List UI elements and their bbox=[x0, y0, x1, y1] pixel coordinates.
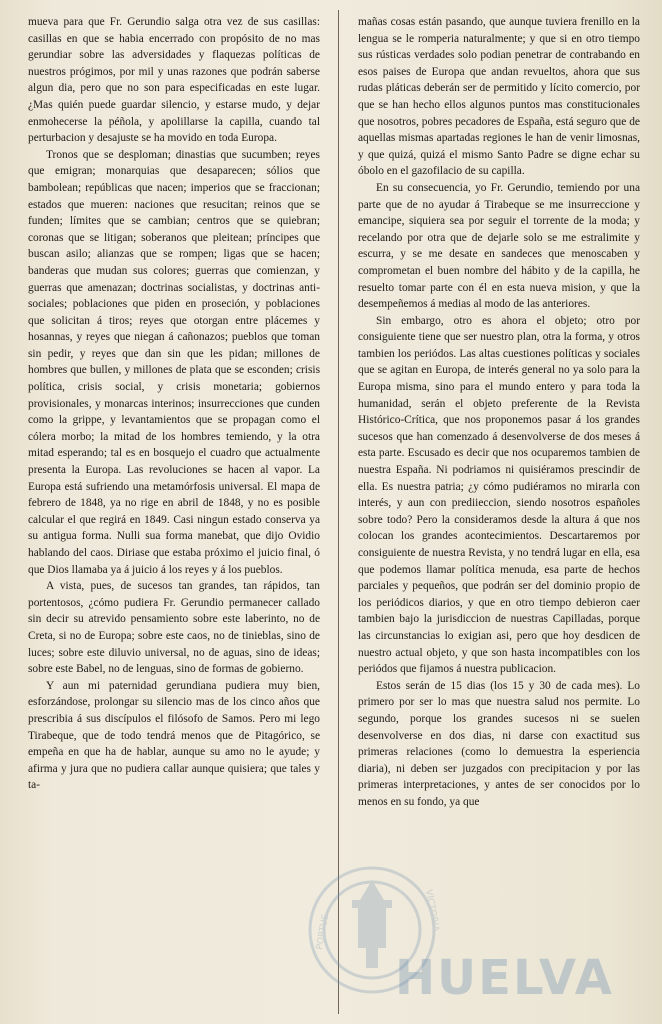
paragraph: Tronos que se desploman; dinastias que sucumben; reyes que emigran; monarquias que desaparecen; sólios que bambolean; repúblicas que nacen; imperios que se fraccionan; estados que mueren: naciones que resucitan; reinos que se funden; límites que se cambian; centros que se quiebran; coronas que se litigan; soberanos que pleitean; príncipes que buscan asilo; alianzas que se rompen; ligas que se hacen; banderas que mudan sus colores; guerras que comienzan, y guerras que amenazan; doctrinas socialistas, y doctrinas anti-sociales; poblaciones que piden en proseción, y poblaciones que solicitan á tiros; reyes que otorgan entre plácemes y hosannas, y reyes que niegan á cañonazos; pueblos que toman sin pedir, y reyes que dan sin que les pidan; millones de hombres que bullen, y millones de plata que se esconden; crisis política, crisis social, y crisis monetaria; gobiernos provisionales, y monarcas interinos; insurrecciones que cunden como la grippe, y levantamientos que se propagan como el cólera morbo; la mitad de los hombres temiendo, y la otra mitad esperando; tal es en bosquejo el cuadro que actualmente presenta la Europa. Las revoluciones se hacen al vapor. La Europa está sufriendo una metamórfosis universal. El mapa de febrero de 1848, ya no rige en abril de 1848, y no es posible calcular el que regirá en 1849. Casi ningun estado conserva ya su antigua forma. Nulli sua forma manebat, que dijo Ovidio hablando del caos. Diriase que estaba próximo el juicio final, ó que Dios llamaba ya á juicio á los reyes y á los pueblos. bbox=[28, 148, 320, 576]
paragraph: Estos serán de 15 dias (los 15 y 30 de cada mes). Lo primero por ser lo mas que nuestra salud nos permite. Lo segundo, porque los grandes sucesos ni se suelen desenvolverse en dos dias, ni darse con exactitud sus primeras relaciones (como lo demuestra la esperiencia diaria), ni deben ser juzgados con precipitacion y por las primeras interpretaciones, y antes de ser conocidos por lo menos en su fondo, ya que bbox=[358, 679, 640, 808]
seal-ring-text-right: VICTORIA bbox=[423, 888, 441, 933]
paragraph: Sin embargo, otro es ahora el objeto; otro por consiguiente tiene que ser nuestro plan, otra la forma, y otros tambien los periódos. Las altas cuestiones políticas y sociales que se agitan en Europa, de interés general no ya solo para la Europa misma, sino para el mundo entero y para toda la humanidad, serán el objeto preferente de la Revista Histórico-Crítica, que nos proponemos pasar á los grandes sucesos que han comenzado á desenvolverse de dos meses á esta parte. Escusado es decir que nos ocuparemos tambien de nuestra España. Ni podriamos ni quisiéramos prescindir de ella. Es nuestra patria; ¿y cómo pudiéramos no mirarla con interés, y aun con prediieccion, siendo nosotros españoles sobre todo? Pero la consideramos desde la altura á que nos colocan los grandes acontecimientos. Descartaremos por consiguiente de nuestra Revista, y no tendrá lugar en ella, esa que podemos llamar política menuda, esa parte de hechos parciales y pequeños, que podrán ser del dominio propio de los periódicos diarios, y que en otro tiempo debieron caer tambien bajo la jurisdiccion de nuestras Capilladas, porque las circunstancias lo exigian asi, pero que hoy desdicen de nuestro actual objeto, y que son hasta incompatibles con los periódos que fijamos á nuestra publicacion. bbox=[358, 314, 640, 676]
right-column bbox=[358, 14, 640, 1014]
seal-ring-text-left: PORTUS bbox=[315, 913, 332, 951]
paragraph: En su consecuencia, yo Fr. Gerundio, temiendo por una parte que de no ayudar á Tirabeque se me insurreccione y emancipe, siquiera sea por seguir el torrente de la moda; y recelando por otra que de dejarle solo se me estralimite y escurra, y se me desate en sandeces que menoscaben y comprometan el buen nombre del hábito y de la capilla, he resuelto tomar parte con él en esta nueva mision, y que la desempeñemos á medias al modo de las anteriores. bbox=[358, 181, 640, 311]
paragraph: A vista, pues, de sucesos tan grandes, tan rápidos, tan portentosos, ¿cómo pudiera Fr. Gerundio permanecer callado sin decir su atrevido pensamiento sobre este laberinto, no de Creta, si no de Europa; sobre este caos, no de tinieblas, sino de luces; sobre este diluvio universal, no de aguas, sino de ideas; sobre este Babel, no de lenguas, sino de formas de gobierno. bbox=[28, 580, 320, 676]
left-column bbox=[28, 14, 320, 1014]
watermark-text: HUELVA bbox=[395, 950, 614, 1006]
column-divider bbox=[338, 10, 339, 1014]
paragraph: mañas cosas están pasando, que aunque tuviera frenillo en la lengua se le romperia naturalmente; y que si en otro tiempo sus rústicas verdades solo podian penetrar de contrabando en esos paises de Europa que andan revueltos, ahora que sus rudas pláticas deberán ser de permitido y lícito comercio, por que se han hecho ellos algunos puntos mas constitucionales que nosotros, pobres pecadores de España, está seguro que de aquellas mismas apartadas regiones le han de venir limosnas, y que quizá, quizá el mismo Santo Padre se digne echar su óbolo en el gazofilacio de su capilla. bbox=[358, 16, 640, 178]
paragraph: Y aun mi paternidad gerundiana pudiera muy bien, esforzándose, prolongar su silencio mas de los cinco años que prescribia á sus discípulos el filósofo de Samos. Pero mi lego Tirabeque, que de todo tendrá menos que de Pitagórico, se empeña en que ha de hablar, aunque su amo no le ayude; y afirma y jura que no pudiera callar aunque quisiera; que tales y ta- bbox=[28, 679, 320, 792]
paragraph: mueva para que Fr. Gerundio salga otra vez de sus casillas: casillas en que se habia encerrado con propósito de no mas gerundiar sobre las adversidades y flaquezas políticas de nuestros prógimos, por mil y unas razones que podrán saberse algun dia, pero que no son para especificadas en este lugar. ¿Mas quién puede guardar silencio, y estarse mudo, y dejar enmohecerse la péñola, y apolillarse la capilla, cuando tal perturbacion y desajuste se ha movido en toda Europa. bbox=[28, 16, 320, 145]
